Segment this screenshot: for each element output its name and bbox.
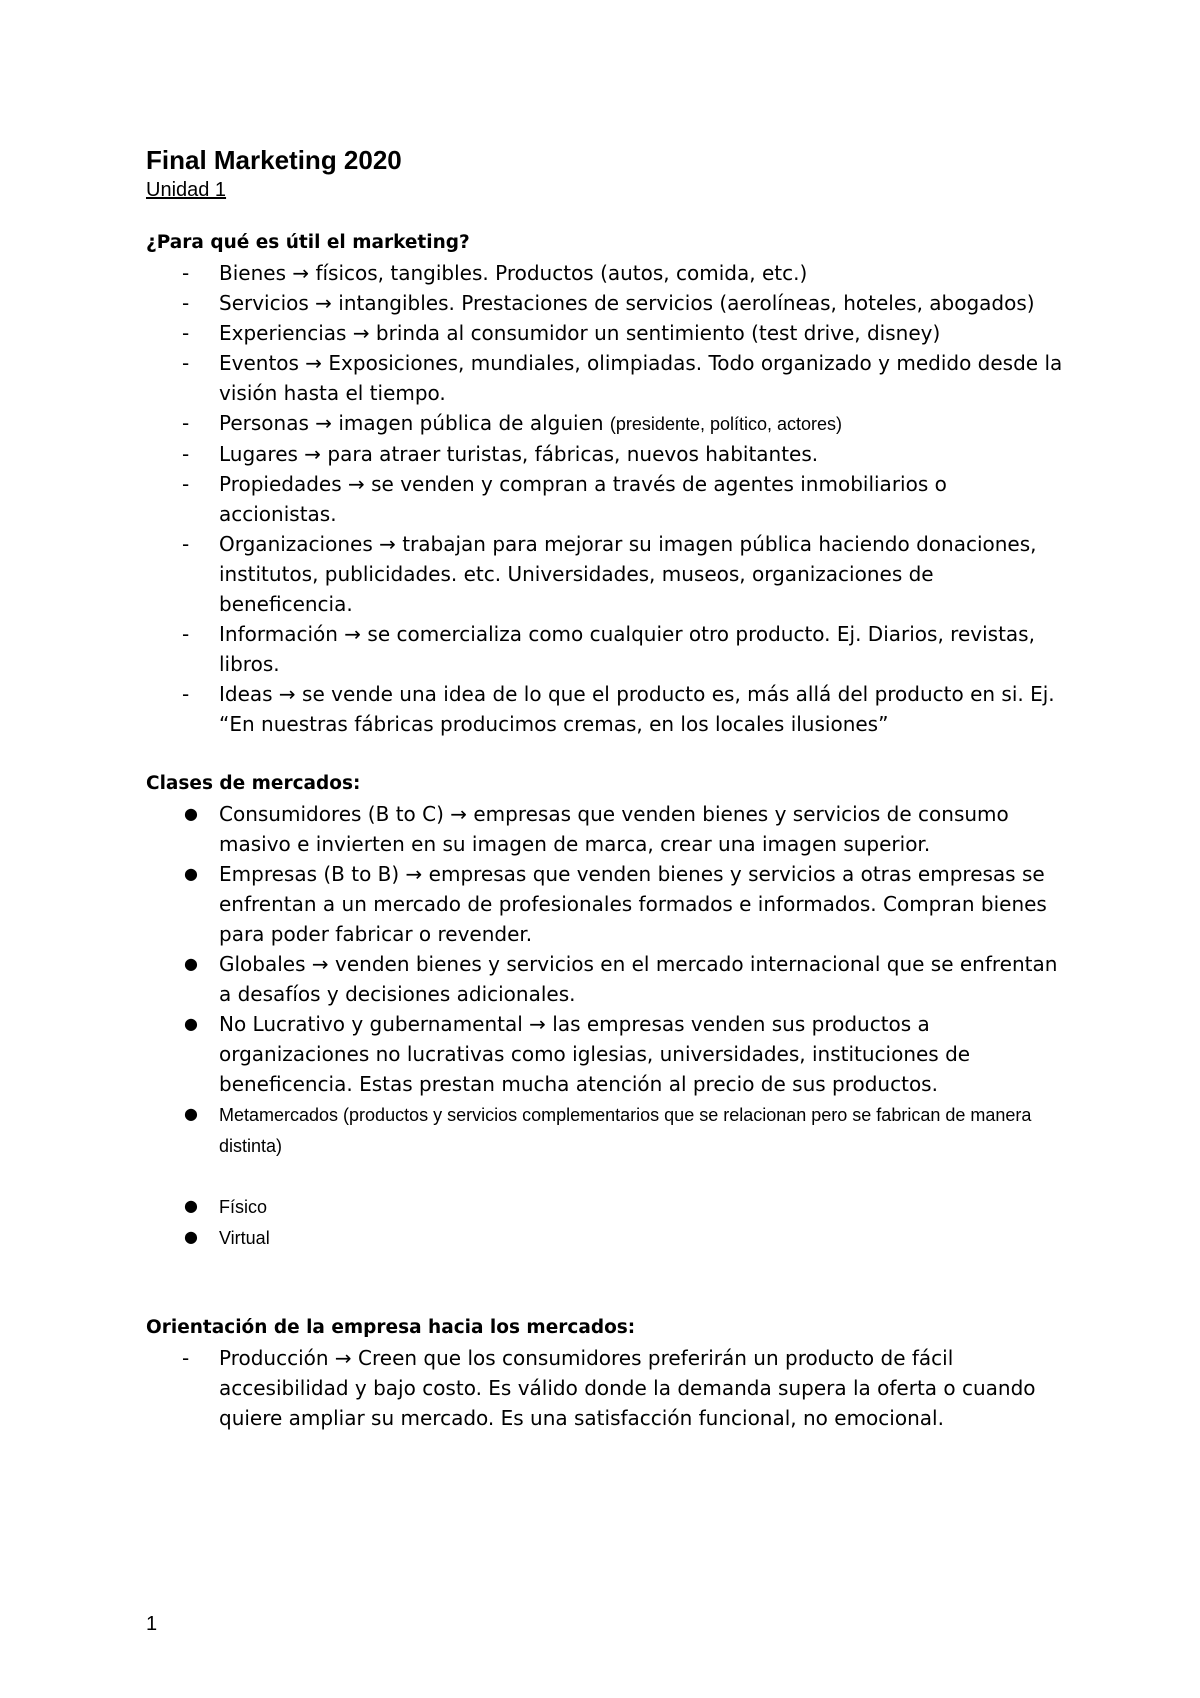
spacer	[146, 1253, 1066, 1313]
dash-marker: -	[182, 291, 190, 315]
mercado-tipo-list	[146, 1191, 1066, 1253]
unit-label: Unidad 1	[146, 179, 227, 201]
list-item: ● Metamercados (productos y servicios complementarios que se relacionan pero se fabrican de manera distinta)	[146, 1099, 1066, 1161]
list-item: - Producción → Creen que los consumidores preferirán un producto de fácil accesibilidad y bajo costo. Es válido donde la demanda supera la oferta o cuando quiere ampliar su mercado. Es una satisfacción funcional, no emocional.	[146, 1343, 1066, 1433]
bullet-marker: ●	[184, 804, 198, 823]
dash-marker: -	[182, 622, 190, 646]
list-item: ● Físico	[146, 1191, 1066, 1222]
dash-marker: -	[182, 442, 190, 466]
page-number: 1	[146, 1613, 158, 1635]
dash-marker: -	[182, 682, 190, 706]
section-heading-clases: Clases de mercados:	[146, 773, 361, 794]
document-title: Final Marketing 2020	[146, 145, 402, 175]
section-heading-orientacion: Orientación de la empresa hacia los mercados:	[146, 1317, 636, 1338]
bullet-marker: ●	[184, 1227, 198, 1246]
spacer	[146, 739, 1066, 769]
dash-marker: -	[182, 321, 190, 345]
utilidad-list	[146, 258, 1066, 739]
list-item: ● No Lucrativo y gubernamental → las empresas venden sus productos a organizaciones no lucrativas como iglesias, universidades, instituciones de beneficencia. Estas prestan mucha atención al precio de sus productos.	[146, 1009, 1066, 1099]
bullet-marker: ●	[184, 1104, 198, 1123]
spacer	[146, 1161, 1066, 1191]
dash-marker: -	[182, 472, 190, 496]
list-item: - Personas → imagen pública de alguien (presidente, político, actores)	[146, 408, 1066, 439]
list-item: - Servicios → intangibles. Prestaciones de servicios (aerolíneas, hoteles, abogados)	[146, 288, 1066, 318]
dash-marker: -	[182, 411, 190, 435]
bullet-marker: ●	[184, 1196, 198, 1215]
bullet-marker: ●	[184, 954, 198, 973]
list-item: - Experiencias → brinda al consumidor un sentimiento (test drive, disney)	[146, 318, 1066, 348]
dash-marker: -	[182, 1346, 190, 1370]
list-item: ● Consumidores (B to C) → empresas que venden bienes y servicios de consumo masivo e invierten en su imagen de marca, crear una imagen superior.	[146, 799, 1066, 859]
list-item: ● Empresas (B to B) → empresas que venden bienes y servicios a otras empresas se enfrentan a un mercado de profesionales formados e informados. Compran bienes para poder fabricar o revender.	[146, 859, 1066, 949]
dash-marker: -	[182, 351, 190, 375]
list-item: - Bienes → físicos, tangibles. Productos (autos, comida, etc.)	[146, 258, 1066, 288]
document-content	[146, 143, 1066, 1433]
list-item: - Lugares → para atraer turistas, fábricas, nuevos habitantes.	[146, 439, 1066, 469]
list-item: - Eventos → Exposiciones, mundiales, olimpiadas. Todo organizado y medido desde la visión hasta el tiempo.	[146, 348, 1066, 408]
list-item: - Organizaciones → trabajan para mejorar su imagen pública haciendo donaciones, institutos, publicidades. etc. Universidades, museos, organizaciones de beneficencia.	[146, 529, 1066, 619]
dash-marker: -	[182, 532, 190, 556]
orientacion-list	[146, 1343, 1066, 1433]
list-item: ● Globales → venden bienes y servicios en el mercado internacional que se enfrentan a desafíos y decisiones adicionales.	[146, 949, 1066, 1009]
list-item: - Propiedades → se venden y compran a través de agentes inmobiliarios o accionistas.	[146, 469, 1066, 529]
dash-marker: -	[182, 261, 190, 285]
bullet-marker: ●	[184, 1014, 198, 1033]
clases-list	[146, 799, 1066, 1161]
personas-note: (presidente, político, actores)	[609, 414, 843, 434]
list-item: - Información → se comercializa como cualquier otro producto. Ej. Diarios, revistas, libros.	[146, 619, 1066, 679]
list-item: ● Virtual	[146, 1222, 1066, 1253]
list-item: - Ideas → se vende una idea de lo que el producto es, más allá del producto en si. Ej. “En nuestras fábricas producimos cremas, en los locales ilusiones”	[146, 679, 1066, 739]
section-heading-utilidad: ¿Para qué es útil el marketing?	[146, 232, 470, 253]
bullet-marker: ●	[184, 864, 198, 883]
